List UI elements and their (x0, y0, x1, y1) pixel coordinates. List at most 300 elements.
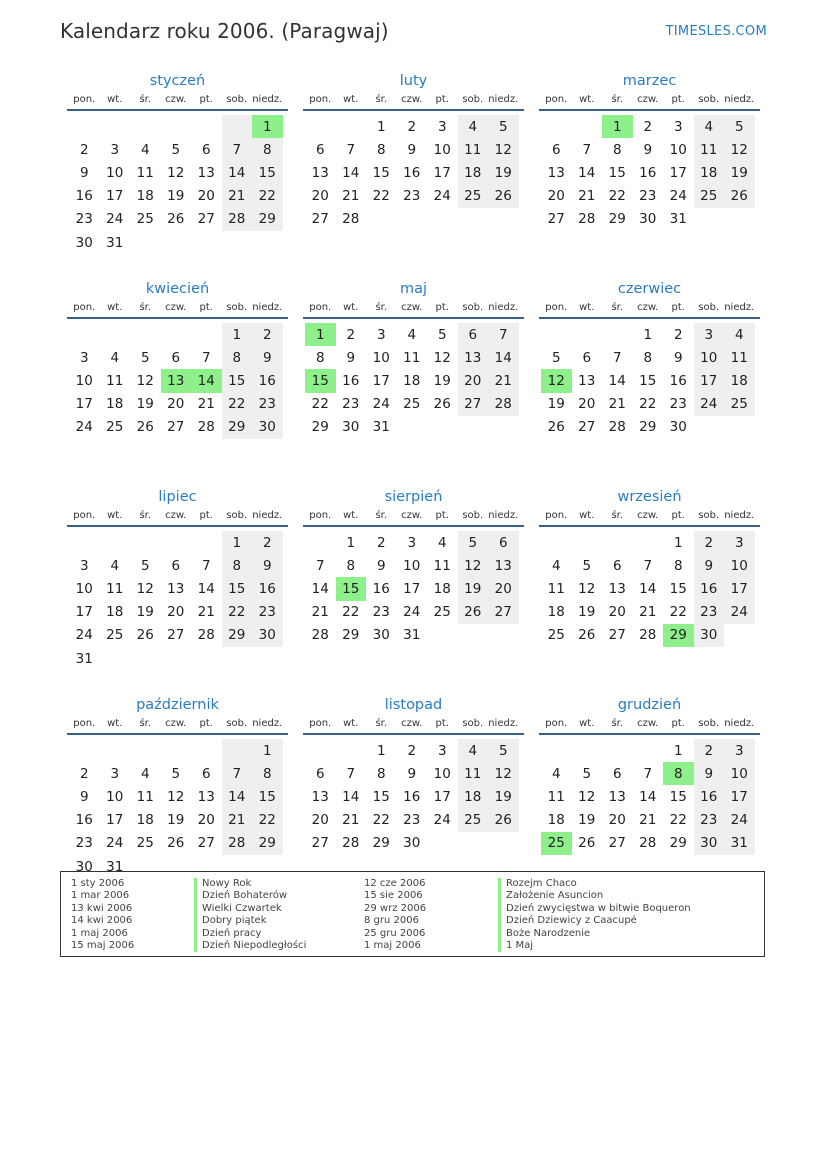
weekday-label: pon. (73, 510, 96, 521)
day-cell: 10 (433, 765, 451, 782)
day-cell: 26 (136, 419, 154, 436)
day-cell: 5 (582, 557, 592, 574)
empty-day-cell (458, 624, 489, 647)
day-cell: 6 (315, 141, 325, 158)
day-cell: 17 (433, 788, 451, 805)
day-cell: 12 (488, 762, 519, 785)
day-cell: 24 (724, 809, 755, 832)
day-cell: 29 (608, 211, 626, 228)
weekday-label: wt. (579, 94, 595, 105)
day-grid (539, 323, 760, 439)
day-cell: 30 (252, 416, 283, 439)
month-name: marzec (622, 73, 677, 89)
day-cell: 18 (403, 372, 421, 389)
day-cell: 14 (342, 788, 360, 805)
weekday-label: wt. (343, 510, 359, 521)
empty-day-cell (222, 739, 253, 762)
day-cell: 21 (311, 604, 329, 621)
day-grid (67, 531, 288, 670)
legend-holiday-name: Założenie Asuncion (498, 890, 691, 902)
weekday-divider (303, 109, 524, 111)
day-cell: 25 (106, 419, 124, 436)
day-cell: 21 (222, 809, 253, 832)
weekday-header (67, 301, 288, 316)
day-cell: 23 (342, 396, 360, 413)
empty-day-cell (488, 832, 519, 855)
day-cell: 26 (167, 835, 185, 852)
weekday-label: śr. (139, 510, 152, 521)
day-cell: 6 (171, 349, 181, 366)
day-cell: 11 (136, 164, 154, 181)
legend-dates-right (364, 878, 426, 952)
legend-date: 1 sty 2006 (71, 878, 125, 889)
day-grid (67, 323, 288, 439)
empty-day-cell (602, 531, 633, 554)
day-cell: 3 (437, 742, 447, 759)
weekday-label: czw. (401, 302, 423, 313)
day-cell: 13 (197, 788, 215, 805)
day-cell: 12 (578, 788, 596, 805)
day-cell: 25 (433, 604, 451, 621)
weekday-label: śr. (375, 510, 388, 521)
day-cell: 23 (75, 211, 93, 228)
day-cell: 4 (407, 326, 417, 343)
day-cell: 16 (372, 580, 390, 597)
day-cell: 8 (376, 141, 386, 158)
day-cell: 21 (197, 604, 215, 621)
empty-day-cell (252, 647, 283, 670)
day-cell: 19 (578, 812, 596, 829)
legend-holiday-name: Dobry piątek (194, 915, 306, 927)
day-cell: 20 (167, 604, 185, 621)
legend-names-left (194, 878, 306, 952)
day-cell: 31 (106, 234, 124, 251)
day-cell: 25 (724, 393, 755, 416)
day-cell: 20 (311, 812, 329, 829)
day-cell: 23 (403, 188, 421, 205)
empty-day-cell (100, 115, 131, 138)
weekday-divider (539, 317, 760, 319)
day-cell: 12 (488, 138, 519, 161)
weekday-label: niedz. (724, 302, 755, 313)
day-cell: 17 (106, 188, 124, 205)
month-block (303, 488, 524, 696)
legend-holiday-name: Dzień Niepodległości (194, 940, 306, 952)
day-cell: 8 (612, 141, 622, 158)
day-cell: 16 (694, 785, 725, 808)
weekday-label: niedz. (252, 718, 283, 729)
weekday-label: śr. (611, 302, 624, 313)
day-cell: 13 (547, 164, 565, 181)
day-cell: 13 (311, 788, 329, 805)
weekday-label: wt. (107, 94, 123, 105)
day-cell: 24 (106, 835, 124, 852)
day-cell: 6 (201, 141, 211, 158)
day-cell: 24 (106, 211, 124, 228)
empty-day-cell (541, 739, 572, 762)
day-cell: 26 (167, 211, 185, 228)
empty-day-cell (724, 624, 755, 647)
day-cell: 11 (106, 580, 124, 597)
weekday-label: sob. (698, 94, 720, 105)
day-cell: 17 (75, 396, 93, 413)
day-cell: 21 (342, 812, 360, 829)
day-cell: 1 (252, 115, 283, 138)
month-block (67, 72, 288, 280)
month-name: grudzień (617, 697, 682, 713)
day-cell: 8 (346, 557, 356, 574)
day-grid (303, 323, 524, 439)
day-cell: 11 (547, 788, 565, 805)
empty-day-cell (541, 115, 572, 138)
day-cell: 31 (724, 832, 755, 855)
day-cell: 20 (197, 812, 215, 829)
weekday-label: pon. (309, 718, 332, 729)
day-cell: 22 (222, 393, 253, 416)
day-cell: 21 (222, 185, 253, 208)
weekday-label: pt. (199, 718, 213, 729)
day-cell: 1 (222, 323, 253, 346)
day-cell: 16 (75, 188, 93, 205)
month-block (67, 488, 288, 696)
day-cell: 22 (372, 188, 390, 205)
day-cell: 12 (433, 349, 451, 366)
weekday-label: niedz. (724, 94, 755, 105)
day-cell: 24 (75, 627, 93, 644)
month-block (539, 280, 760, 488)
day-cell: 17 (75, 604, 93, 621)
day-cell: 27 (311, 835, 329, 852)
day-cell: 15 (639, 372, 657, 389)
day-cell: 11 (547, 580, 565, 597)
day-cell: 9 (673, 349, 683, 366)
weekday-header (539, 509, 760, 524)
empty-day-cell (69, 531, 100, 554)
day-cell: 21 (639, 604, 657, 621)
day-cell: 2 (694, 739, 725, 762)
weekday-label: czw. (165, 718, 187, 729)
day-cell: 29 (372, 835, 390, 852)
weekday-label: czw. (401, 510, 423, 521)
day-cell: 5 (551, 349, 561, 366)
empty-day-cell (222, 115, 253, 138)
day-cell: 16 (403, 164, 421, 181)
weekday-label: sob. (698, 302, 720, 313)
day-cell: 5 (171, 765, 181, 782)
empty-day-cell (336, 739, 367, 762)
weekday-header (303, 717, 524, 732)
day-cell: 5 (488, 115, 519, 138)
day-cell: 23 (694, 809, 725, 832)
day-cell: 29 (222, 416, 253, 439)
day-cell: 2 (252, 531, 283, 554)
day-cell: 6 (488, 531, 519, 554)
weekday-divider (303, 317, 524, 319)
weekday-label: wt. (343, 94, 359, 105)
weekday-label: pt. (199, 94, 213, 105)
day-cell: 4 (140, 765, 150, 782)
day-cell: 15 (372, 788, 390, 805)
weekday-label: niedz. (724, 718, 755, 729)
weekday-label: pon. (309, 94, 332, 105)
weekday-label: wt. (579, 302, 595, 313)
day-cell: 25 (458, 809, 489, 832)
day-cell: 29 (663, 624, 694, 647)
day-cell: 20 (547, 188, 565, 205)
day-cell: 7 (346, 141, 356, 158)
day-cell: 18 (547, 604, 565, 621)
day-cell: 3 (79, 349, 89, 366)
day-cell: 12 (136, 580, 154, 597)
day-cell: 27 (311, 211, 329, 228)
day-cell: 13 (578, 372, 596, 389)
day-cell: 10 (403, 557, 421, 574)
day-cell: 18 (136, 188, 154, 205)
weekday-label: sob. (226, 94, 248, 105)
day-cell: 17 (669, 164, 687, 181)
day-cell: 15 (305, 369, 336, 392)
legend-date: 13 kwi 2006 (71, 902, 133, 914)
empty-day-cell (633, 739, 664, 762)
empty-day-cell (100, 739, 131, 762)
day-cell: 4 (551, 557, 561, 574)
day-cell: 22 (372, 812, 390, 829)
weekday-label: czw. (165, 94, 187, 105)
day-cell: 30 (669, 419, 687, 436)
weekday-divider (67, 525, 288, 527)
day-cell: 28 (222, 832, 253, 855)
day-cell: 7 (222, 138, 253, 161)
day-cell: 4 (110, 349, 120, 366)
weekday-label: pt. (671, 94, 685, 105)
day-grid (539, 531, 760, 647)
day-cell: 24 (75, 419, 93, 436)
empty-day-cell (130, 323, 161, 346)
empty-day-cell (161, 323, 192, 346)
empty-day-cell (191, 115, 222, 138)
weekday-label: niedz. (488, 718, 519, 729)
weekday-divider (539, 525, 760, 527)
site-link[interactable]: TIMESLES.COM (665, 24, 767, 39)
day-cell: 23 (669, 396, 687, 413)
weekday-header (303, 509, 524, 524)
day-cell: 26 (488, 185, 519, 208)
day-cell: 13 (311, 164, 329, 181)
legend-date: 1 mar 2006 (71, 890, 130, 902)
day-cell: 14 (342, 164, 360, 181)
day-cell: 1 (376, 118, 386, 135)
day-cell: 28 (639, 627, 657, 644)
weekday-label: niedz. (252, 302, 283, 313)
weekday-label: pt. (435, 718, 449, 729)
day-cell: 19 (167, 812, 185, 829)
day-cell: 8 (663, 762, 694, 785)
weekday-label: pt. (199, 302, 213, 313)
day-cell: 28 (342, 835, 360, 852)
day-cell: 14 (578, 164, 596, 181)
empty-day-cell (397, 416, 428, 439)
weekday-label: pon. (73, 302, 96, 313)
empty-day-cell (222, 231, 253, 254)
day-cell: 12 (541, 369, 572, 392)
weekday-label: pon. (309, 510, 332, 521)
weekday-label: śr. (375, 94, 388, 105)
day-cell: 6 (171, 557, 181, 574)
day-cell: 18 (458, 161, 489, 184)
weekday-label: pt. (199, 510, 213, 521)
weekday-label: czw. (637, 718, 659, 729)
empty-day-cell (130, 739, 161, 762)
weekday-label: niedz. (252, 94, 283, 105)
day-cell: 10 (724, 554, 755, 577)
empty-day-cell (572, 323, 603, 346)
day-cell: 7 (201, 349, 211, 366)
empty-day-cell (130, 531, 161, 554)
day-cell: 16 (694, 577, 725, 600)
month-name: styczeń (149, 73, 206, 89)
months-grid (67, 72, 761, 904)
empty-day-cell (222, 647, 253, 670)
day-cell: 10 (75, 372, 93, 389)
day-cell: 22 (222, 601, 253, 624)
day-cell: 31 (106, 858, 124, 875)
legend-date: 29 wrz 2006 (364, 902, 427, 914)
empty-day-cell (161, 739, 192, 762)
legend-date: 14 kwi 2006 (71, 915, 133, 927)
weekday-divider (67, 733, 288, 735)
day-cell: 9 (643, 141, 653, 158)
day-cell: 15 (669, 788, 687, 805)
weekday-label: sob. (698, 510, 720, 521)
month-name: kwiecień (145, 281, 210, 297)
day-cell: 23 (75, 835, 93, 852)
day-cell: 31 (403, 627, 421, 644)
weekday-label: sob. (226, 302, 248, 313)
day-cell: 20 (311, 188, 329, 205)
day-cell: 28 (222, 208, 253, 231)
day-cell: 21 (342, 188, 360, 205)
day-cell: 15 (608, 164, 626, 181)
weekday-label: wt. (107, 302, 123, 313)
day-cell: 29 (252, 832, 283, 855)
legend-holiday-name: Nowy Rok (194, 878, 306, 890)
day-cell: 30 (342, 419, 360, 436)
day-cell: 15 (252, 785, 283, 808)
empty-day-cell (572, 739, 603, 762)
day-cell: 21 (608, 396, 626, 413)
day-cell: 10 (75, 580, 93, 597)
day-cell: 27 (197, 835, 215, 852)
day-cell: 30 (75, 858, 93, 875)
weekday-label: wt. (107, 510, 123, 521)
day-cell: 18 (433, 580, 451, 597)
day-cell: 18 (547, 812, 565, 829)
day-cell: 22 (342, 604, 360, 621)
day-cell: 28 (578, 211, 596, 228)
day-cell: 8 (252, 138, 283, 161)
day-cell: 29 (252, 208, 283, 231)
day-cell: 2 (79, 141, 89, 158)
weekday-label: pt. (671, 510, 685, 521)
empty-day-cell (458, 832, 489, 855)
day-cell: 17 (433, 164, 451, 181)
day-cell: 2 (407, 118, 417, 135)
weekday-header (303, 93, 524, 108)
weekday-label: sob. (462, 510, 484, 521)
day-cell: 7 (315, 557, 325, 574)
day-cell: 3 (407, 534, 417, 551)
day-cell: 14 (639, 580, 657, 597)
day-cell: 13 (488, 554, 519, 577)
day-cell: 26 (433, 396, 451, 413)
day-cell: 3 (724, 739, 755, 762)
weekday-label: wt. (343, 718, 359, 729)
month-name: luty (399, 73, 428, 89)
empty-day-cell (161, 531, 192, 554)
empty-day-cell (161, 647, 192, 670)
day-cell: 19 (136, 604, 154, 621)
empty-day-cell (541, 323, 572, 346)
day-cell: 14 (608, 372, 626, 389)
day-cell: 29 (342, 627, 360, 644)
day-cell: 13 (458, 346, 489, 369)
day-cell: 19 (167, 188, 185, 205)
day-cell: 26 (458, 601, 489, 624)
empty-day-cell (427, 208, 458, 231)
day-cell: 24 (724, 601, 755, 624)
month-name: sierpień (384, 489, 443, 505)
weekday-label: pon. (309, 302, 332, 313)
day-cell: 12 (578, 580, 596, 597)
day-cell: 14 (191, 369, 222, 392)
day-cell: 6 (315, 765, 325, 782)
month-block (67, 280, 288, 488)
empty-day-cell (252, 231, 283, 254)
day-cell: 8 (222, 346, 253, 369)
month-name: wrzesień (617, 489, 682, 505)
day-cell: 30 (252, 624, 283, 647)
day-cell: 29 (222, 624, 253, 647)
day-cell: 22 (252, 185, 283, 208)
day-cell: 25 (694, 185, 725, 208)
day-cell: 22 (252, 809, 283, 832)
day-cell: 5 (171, 141, 181, 158)
weekday-label: pon. (545, 510, 568, 521)
empty-day-cell (130, 115, 161, 138)
legend-holiday-name: Wielki Czwartek (194, 903, 306, 915)
day-cell: 19 (547, 396, 565, 413)
legend-date: 8 gru 2006 (364, 915, 419, 927)
weekday-divider (67, 317, 288, 319)
weekday-header (539, 93, 760, 108)
day-cell: 4 (458, 739, 489, 762)
empty-day-cell (191, 739, 222, 762)
day-cell: 7 (612, 349, 622, 366)
weekday-divider (303, 525, 524, 527)
weekday-label: czw. (637, 510, 659, 521)
holiday-legend (60, 871, 765, 957)
day-cell: 19 (724, 161, 755, 184)
day-cell: 4 (724, 323, 755, 346)
day-cell: 19 (458, 577, 489, 600)
day-cell: 5 (437, 326, 447, 343)
empty-day-cell (69, 115, 100, 138)
day-cell: 14 (222, 161, 253, 184)
day-cell: 4 (551, 765, 561, 782)
day-cell: 12 (167, 788, 185, 805)
day-cell: 26 (547, 419, 565, 436)
weekday-label: pon. (545, 94, 568, 105)
